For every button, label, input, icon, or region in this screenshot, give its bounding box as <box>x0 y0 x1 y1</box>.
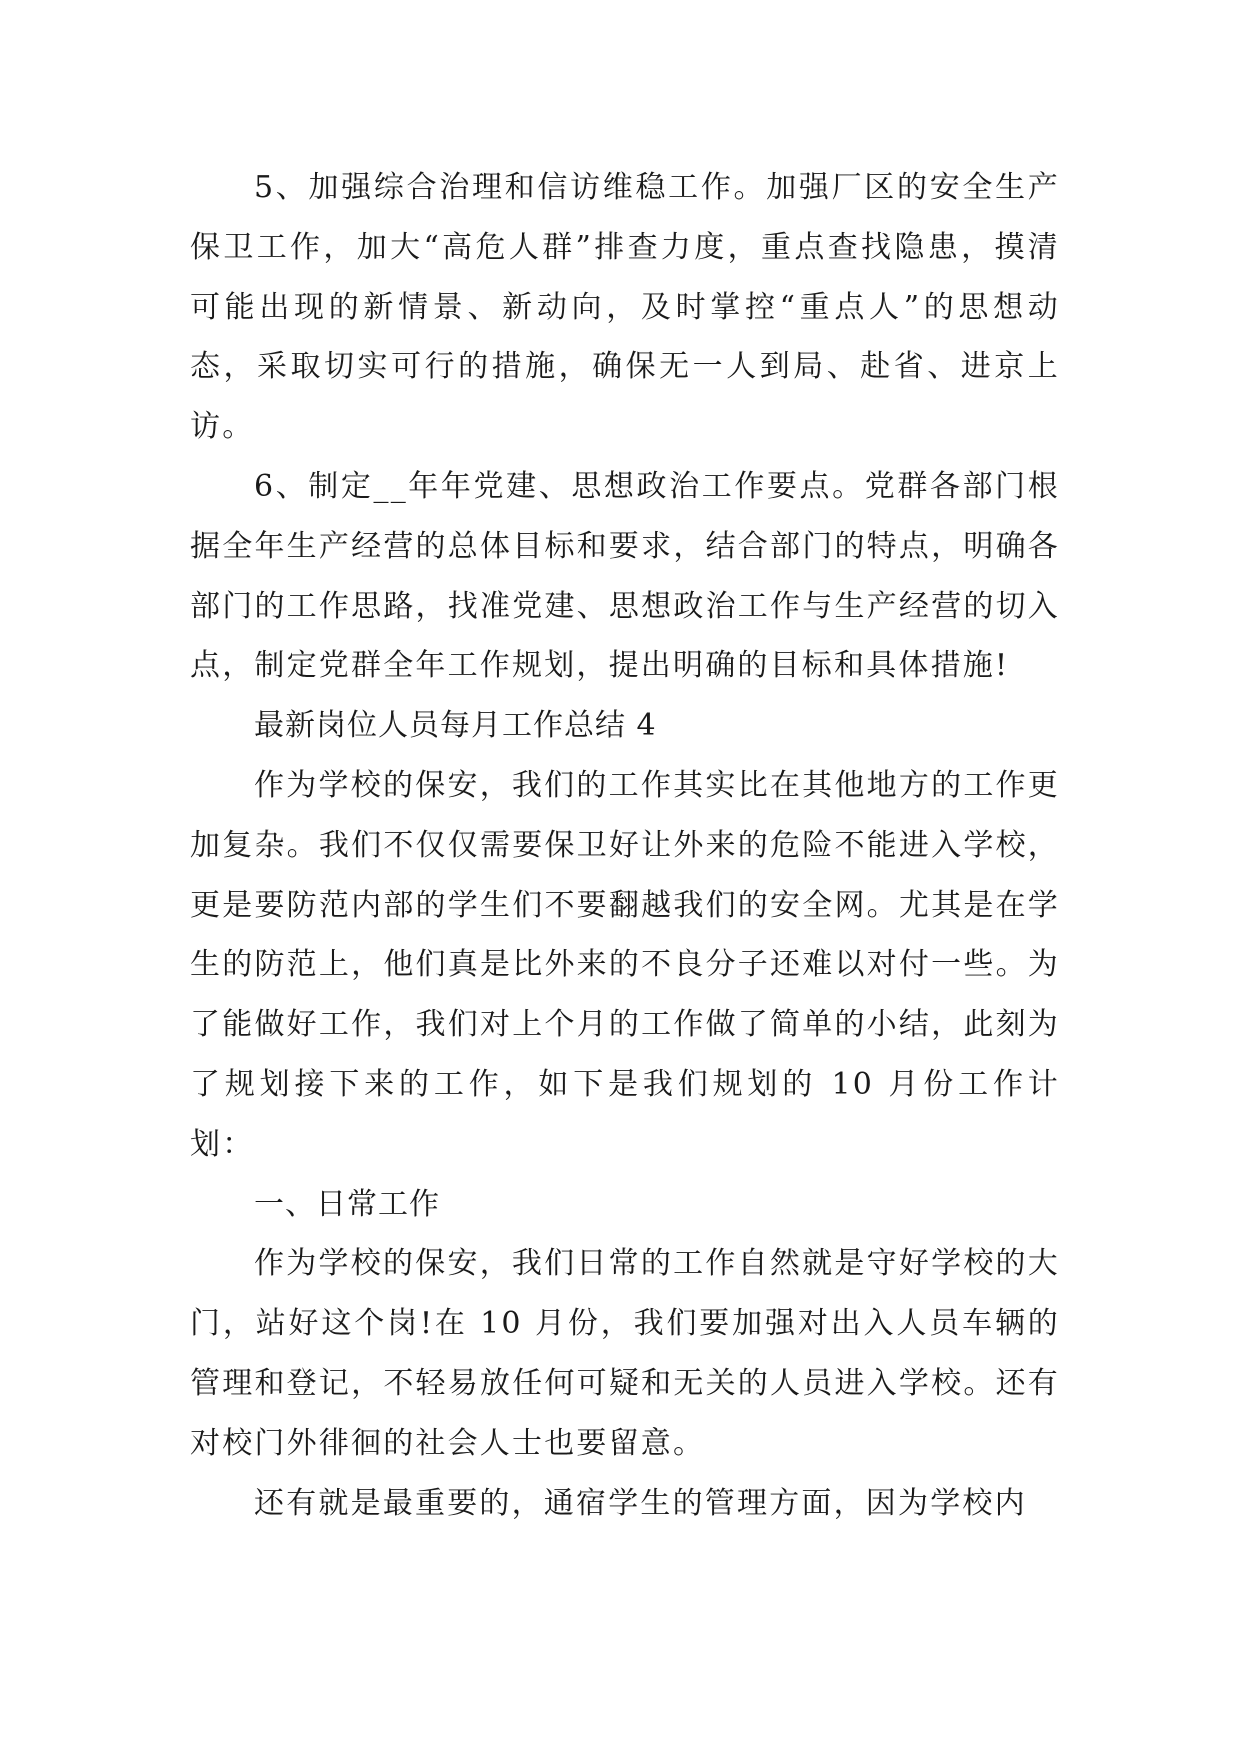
paragraph-boarding-students: 还有就是最重要的，通宿学生的管理方面，因为学校内 <box>254 1485 1027 1521</box>
paragraph-daily-work: 作为学校的保安，我们日常的工作自然就是守好学校的大门，站好这个岗!在 10 月份，我们要加强对出入人员车辆的管理和登记，不轻易放任何可疑和无关的人员进入学校。还有对校门外徘徊的社会人士也要留意。 <box>190 1246 1060 1461</box>
paragraph-item-5: 5、加强综合治理和信访维稳工作。加强厂区的安全生产保卫工作，加大“高危人群”排查力度，重点查找隐患，摸清可能出现的新情景、新动向，及时掌控“重点人”的思想动态，采取切实可行的措施，确保无一人到局、赴省、进京上访。 <box>190 170 1060 445</box>
paragraph-intro: 作为学校的保安，我们的工作其实比在其他地方的工作更加复杂。我们不仅仅需要保卫好让外来的危险不能进入学校，更是要防范内部的学生们不要翻越我们的安全网。尤其是在学生的防范上，他们真是比外来的不良分子还难以对付一些。为了能做好工作，我们对上个月的工作做了简单的小结，此刻为了规划接下来的工作，如下是我们规划的 10 月份工作计划： <box>190 767 1060 1162</box>
section-heading-daily-work: 一、日常工作 <box>254 1186 440 1222</box>
document-body <box>190 158 1060 1533</box>
paragraph-item-6: 6、制定__年年党建、思想政治工作要点。党群各部门根据全年生产经营的总体目标和要求，结合部门的特点，明确各部门的工作思路，找准党建、思想政治工作与生产经营的切入点，制定党群全年工作规划，提出明确的目标和具体措施! <box>190 468 1060 684</box>
section-title: 最新岗位人员每月工作总结 4 <box>254 708 657 744</box>
